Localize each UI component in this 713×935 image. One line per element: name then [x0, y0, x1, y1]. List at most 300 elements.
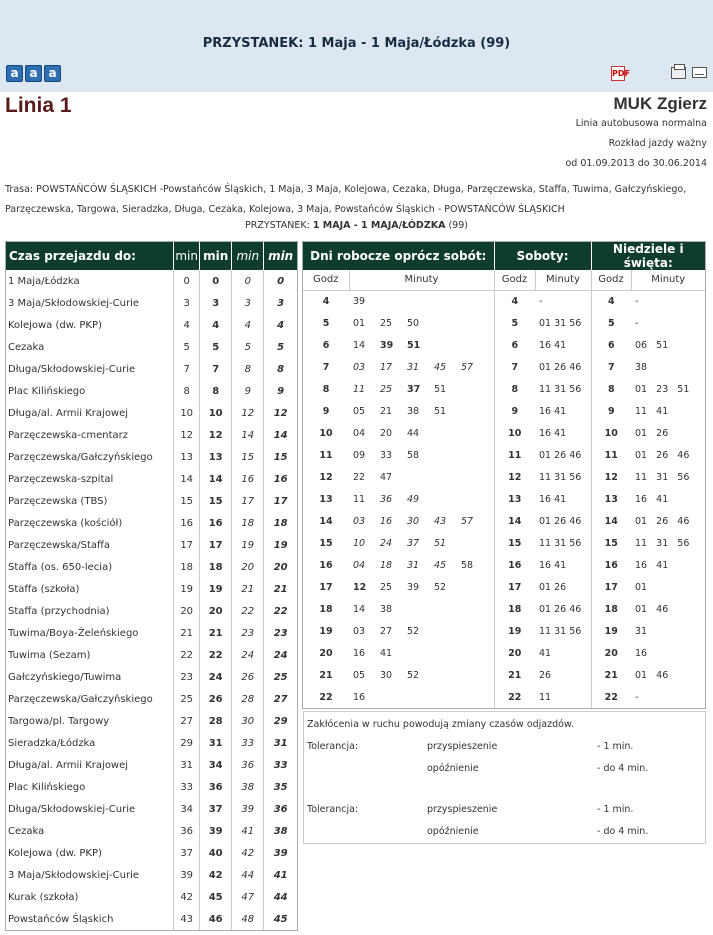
departure-minute: 37	[407, 537, 420, 549]
departure-row	[303, 312, 705, 334]
departure-row	[303, 620, 705, 642]
travel-min-cell: 19	[200, 578, 232, 600]
departure-minute: 25	[380, 383, 393, 395]
print-icon[interactable]	[671, 67, 686, 79]
travel-min-cell: 14	[273, 429, 288, 441]
weekday-minutes	[349, 466, 494, 488]
departure-minute: 11	[353, 383, 366, 395]
timetable-content	[0, 92, 713, 935]
departure-minute: 49	[407, 493, 420, 505]
travel-header-min-3: min	[232, 242, 264, 270]
stop-name-cell[interactable]: Tuwima/Boya-Żeleńskiego	[6, 622, 174, 644]
departure-minute: 04	[353, 427, 366, 439]
sunday-minutes: 01 26 46	[635, 515, 690, 527]
travel-row	[6, 688, 297, 710]
travel-min-cell: 19	[232, 534, 264, 556]
travel-row	[6, 776, 297, 798]
departure-minute: 58	[461, 559, 474, 571]
saturday-hour: 21	[508, 669, 522, 681]
stop-name-cell[interactable]: Długa/Skłodowskiej-Curie	[6, 798, 174, 820]
travel-min-cell: 27	[174, 710, 200, 732]
departure-row	[303, 598, 705, 620]
departure-minute: 03	[353, 625, 366, 637]
sunday-hour: 14	[604, 515, 618, 527]
stop-name-cell[interactable]: Staffa (przychodnia)	[6, 600, 174, 622]
departure-minute: 51	[434, 405, 447, 417]
weekday-minutes	[349, 334, 494, 356]
mail-icon[interactable]	[692, 67, 707, 78]
sunday-hour: 13	[604, 493, 618, 505]
sunday-minutes: -	[635, 317, 639, 329]
departure-minute: 17	[380, 361, 393, 373]
saturday-minutes: 16 41	[535, 488, 591, 510]
travel-min-cell: 28	[200, 710, 232, 732]
stop-name-cell[interactable]: Parzęczewska-cmentarz	[6, 424, 174, 446]
travel-row	[6, 358, 297, 380]
stop-name-cell[interactable]: Parzęczewska-szpital	[6, 468, 174, 490]
departure-minute: 10	[353, 537, 366, 549]
travel-min-cell: 9	[232, 380, 264, 402]
departure-minute: 45	[434, 361, 447, 373]
tolerance-delay: opóźnienie	[427, 763, 479, 774]
travel-min-cell: 19	[273, 539, 288, 551]
weekday-hour: 7	[322, 361, 330, 373]
weekday-minutes	[349, 664, 494, 686]
sunday-minutes: 16 41	[635, 559, 669, 571]
stop-name-cell[interactable]: Parzęczewska (TBS)	[6, 490, 174, 512]
travel-row	[6, 424, 297, 446]
sunday-hour: 17	[604, 581, 618, 593]
departure-minute: 37	[407, 383, 421, 395]
travel-min-cell: 19	[174, 578, 200, 600]
line-title: Linia 1	[5, 94, 72, 117]
stop-name-cell[interactable]: 3 Maja/Skłodowskiej-Curie	[6, 864, 174, 886]
saturday-hour: 8	[511, 383, 519, 395]
saturday-hour: 13	[508, 493, 522, 505]
travel-min-cell: 21	[273, 583, 288, 595]
travel-min-cell: 0	[200, 270, 232, 292]
weekday-hour: 16	[319, 559, 333, 571]
tolerance-label: Tolerancja:	[307, 804, 359, 815]
travel-min-cell: 37	[174, 842, 200, 864]
stop-name-cell[interactable]: Cezaka	[6, 820, 174, 842]
saturday-hour: 7	[511, 361, 519, 373]
departure-minute: 51	[434, 537, 447, 549]
departure-minute: 38	[407, 405, 420, 417]
travel-row	[6, 556, 297, 578]
sunday-hour: 7	[607, 361, 615, 373]
stop-name-cell[interactable]: Parzęczewska (kościół)	[6, 512, 174, 534]
travel-min-cell: 23	[232, 622, 264, 644]
travel-min-cell: 31	[200, 732, 232, 754]
travel-row	[6, 842, 297, 864]
minutes-header: Minuty	[535, 270, 591, 290]
travel-min-cell: 8	[232, 358, 264, 380]
weekday-minutes	[349, 620, 494, 642]
departure-row	[303, 488, 705, 510]
travel-min-cell: 26	[232, 666, 264, 688]
travel-min-cell: 36	[174, 820, 200, 842]
stop-name-cell[interactable]: Długa/al. Armii Krajowej	[6, 754, 174, 776]
travel-min-cell: 31	[273, 737, 288, 749]
travel-min-cell: 34	[174, 798, 200, 820]
weekday-minutes	[349, 422, 494, 444]
travel-min-cell: 7	[200, 358, 232, 380]
stop-name-cell[interactable]: Staffa (szkoła)	[6, 578, 174, 600]
stop-name-cell[interactable]: Cezaka	[6, 336, 174, 358]
departure-minute: 04	[353, 559, 366, 571]
travel-min-cell: 43	[174, 908, 200, 930]
travel-min-cell: 12	[200, 424, 232, 446]
stop-name-cell[interactable]: Kurak (szkoła)	[6, 886, 174, 908]
company-name: MUK Zgierz	[613, 94, 707, 113]
travel-min-cell: 9	[277, 385, 285, 397]
sunday-header: Niedziele i święta:	[612, 242, 684, 270]
hour-header: Godz	[591, 270, 631, 290]
travel-min-cell: 18	[273, 517, 288, 529]
sunday-hour: 21	[604, 669, 618, 681]
travel-min-cell: 15	[273, 451, 288, 463]
travel-min-cell: 13	[200, 446, 232, 468]
travel-min-cell: 38	[232, 776, 264, 798]
travel-min-cell: 20	[232, 556, 264, 578]
weekday-minutes	[349, 290, 494, 312]
travel-min-cell: 31	[174, 754, 200, 776]
weekday-hour: 17	[319, 581, 333, 593]
saturday-hour: 12	[508, 471, 522, 483]
travel-min-cell: 15	[232, 446, 264, 468]
travel-min-cell: 14	[200, 468, 232, 490]
saturday-minutes: 26	[535, 664, 591, 686]
stop-name-cell[interactable]: Tuwima (Sezam)	[6, 644, 174, 666]
travel-min-cell: 24	[273, 649, 288, 661]
weekday-minutes	[349, 378, 494, 400]
travel-min-cell: 44	[273, 891, 288, 903]
weekday-minutes	[349, 576, 494, 598]
sunday-hour: 15	[604, 537, 618, 549]
stop-name-cell[interactable]: Plac Kilińskiego	[6, 776, 174, 798]
departure-minute: 57	[461, 515, 474, 527]
travel-min-cell: 5	[200, 336, 232, 358]
departure-minute: 14	[353, 603, 366, 615]
travel-row	[6, 446, 297, 468]
departure-row	[303, 356, 705, 378]
stop-name-cell[interactable]: Targowa/pl. Targowy	[6, 710, 174, 732]
travel-min-cell: 42	[232, 842, 264, 864]
travel-min-cell: 8	[174, 380, 200, 402]
validity-dates: od 01.09.2013 do 30.06.2014	[565, 158, 707, 169]
saturday-hour: 16	[508, 559, 522, 571]
departure-minute: 33	[380, 449, 393, 461]
travel-row	[6, 578, 297, 600]
travel-min-cell: 45	[200, 886, 232, 908]
departure-minute: 16	[353, 691, 366, 703]
travel-min-cell: 25	[273, 671, 288, 683]
saturday-minutes: 01 26 46	[535, 444, 591, 466]
travel-row	[6, 270, 297, 292]
departure-minute: 44	[407, 427, 420, 439]
sunday-minutes: 01	[635, 581, 648, 593]
sunday-minutes: 31	[635, 625, 648, 637]
departure-minute: 38	[380, 603, 393, 615]
sunday-hour: 5	[607, 317, 615, 329]
stop-name-cell[interactable]: Gałczyńskiego/Tuwima	[6, 666, 174, 688]
travel-min-cell: 3	[200, 292, 232, 314]
stop-name-cell[interactable]: 1 Maja/Łódzka	[6, 270, 174, 292]
sunday-hour: 8	[607, 383, 615, 395]
travel-min-cell: 25	[174, 688, 200, 710]
hour-header: Godz	[494, 270, 535, 290]
travel-min-cell: 17	[200, 534, 232, 556]
saturday-minutes: 01 26 46	[535, 510, 591, 532]
travel-min-cell: 0	[232, 270, 264, 292]
saturday-minutes: 01 26 46	[535, 598, 591, 620]
tolerance-delay-value: - do 4 min.	[597, 763, 649, 774]
sunday-minutes: 16 41	[635, 493, 669, 505]
weekday-hour: 15	[319, 537, 333, 549]
minutes-header: Minuty	[631, 270, 705, 290]
departure-row	[303, 466, 705, 488]
travel-min-cell: 15	[174, 490, 200, 512]
tolerance-acceleration-value: - 1 min.	[597, 741, 634, 752]
tolerance-acceleration: przyspieszenie	[427, 741, 498, 752]
pdf-icon[interactable]: PDF	[611, 66, 625, 81]
departure-minute: 25	[380, 581, 393, 593]
departure-minute: 01	[353, 317, 366, 329]
travel-min-cell: 3	[277, 297, 285, 309]
travel-min-cell: 12	[273, 407, 288, 419]
weekday-hour: 13	[319, 493, 333, 505]
travel-min-cell: 8	[200, 380, 232, 402]
minutes-header: Minuty	[349, 270, 494, 290]
travel-min-cell: 20	[174, 600, 200, 622]
sunday-hour: 12	[604, 471, 618, 483]
travel-min-cell: 17	[174, 534, 200, 556]
saturday-minutes: -	[535, 290, 591, 312]
saturday-header: Soboty:	[494, 242, 591, 270]
departure-row	[303, 444, 705, 466]
travel-min-cell: 29	[273, 715, 288, 727]
travel-min-cell: 14	[174, 468, 200, 490]
travel-min-cell: 5	[277, 341, 285, 353]
weekday-hour: 22	[319, 691, 333, 703]
departure-minute: 03	[353, 515, 366, 527]
sunday-minutes: -	[635, 691, 639, 703]
stop-name: 1 MAJA - 1 MAJA/ŁÓDZKA	[312, 220, 446, 231]
travel-min-cell: 22	[200, 644, 232, 666]
sunday-minutes: 11 31 56	[635, 537, 690, 549]
departure-minute: 57	[461, 361, 474, 373]
departure-minute: 12	[353, 581, 367, 593]
sunday-hour: 22	[604, 691, 618, 703]
travel-min-cell: 0	[277, 275, 285, 287]
travel-min-cell: 33	[232, 732, 264, 754]
departure-minute: 36	[380, 493, 393, 505]
departure-minute: 52	[407, 625, 420, 637]
travel-min-cell: 24	[200, 666, 232, 688]
stop-name-cell[interactable]: Długa/Skłodowskiej-Curie	[6, 358, 174, 380]
travel-row	[6, 402, 297, 424]
sunday-minutes: 01 46	[635, 603, 669, 615]
font-large-button[interactable]: a	[44, 65, 61, 82]
travel-row	[6, 314, 297, 336]
travel-min-cell: 10	[174, 402, 200, 424]
travel-time-table	[5, 241, 298, 931]
departure-minute: 27	[380, 625, 393, 637]
stop-name-cell[interactable]: Powstańców Śląskich	[6, 908, 174, 930]
saturday-hour: 17	[508, 581, 522, 593]
travel-min-cell: 13	[174, 446, 200, 468]
travel-min-cell: 14	[232, 424, 264, 446]
departure-row	[303, 576, 705, 598]
travel-min-cell: 29	[174, 732, 200, 754]
sunday-minutes: 06 51	[635, 339, 669, 351]
departure-minute: 21	[380, 405, 393, 417]
departure-minute: 22	[353, 471, 366, 483]
saturday-hour: 15	[508, 537, 522, 549]
travel-min-cell: 16	[200, 512, 232, 534]
departure-minute: 31	[407, 559, 420, 571]
departure-row	[303, 334, 705, 356]
tolerance-acceleration: przyspieszenie	[427, 804, 498, 815]
travel-min-cell: 4	[200, 314, 232, 336]
sunday-hour: 4	[607, 295, 615, 307]
weekday-hour: 11	[319, 449, 333, 461]
stop-heading	[0, 220, 713, 231]
stop-name-cell[interactable]: Parzęczewska/Gałczyńskiego	[6, 688, 174, 710]
travel-min-cell: 17	[232, 490, 264, 512]
departure-minute: 30	[380, 669, 393, 681]
travel-row	[6, 644, 297, 666]
saturday-hour: 6	[511, 339, 519, 351]
departure-minute: 51	[407, 339, 421, 351]
travel-min-cell: 36	[232, 754, 264, 776]
travel-min-cell: 4	[232, 314, 264, 336]
travel-min-cell: 26	[200, 688, 232, 710]
saturday-hour: 10	[508, 427, 522, 439]
saturday-hour: 11	[508, 449, 522, 461]
departure-row	[303, 554, 705, 576]
saturday-minutes: 01 31 56	[535, 312, 591, 334]
departure-minute: 16	[380, 515, 393, 527]
departure-minute: 14	[353, 339, 366, 351]
travel-min-cell: 21	[174, 622, 200, 644]
weekday-minutes	[349, 642, 494, 664]
weekday-hour: 9	[322, 405, 330, 417]
saturday-minutes: 41	[535, 642, 591, 664]
weekday-hour: 21	[319, 669, 333, 681]
departure-row	[303, 400, 705, 422]
stop-name-cell[interactable]: Kolejowa (dw. PKP)	[6, 842, 174, 864]
travel-min-cell: 7	[174, 358, 200, 380]
hour-header: Godz	[303, 270, 349, 290]
weekday-hour: 8	[322, 383, 330, 395]
weekday-minutes	[349, 312, 494, 334]
tolerance-acceleration-value: - 1 min.	[597, 804, 634, 815]
saturday-minutes: 11	[535, 686, 591, 708]
travel-min-cell: 42	[200, 864, 232, 886]
departure-minute: 43	[434, 515, 447, 527]
travel-header-label: Czas przejazdu do:	[6, 242, 174, 270]
sunday-hour: 10	[604, 427, 618, 439]
travel-min-cell: 42	[174, 886, 200, 908]
departure-minute: 18	[380, 559, 393, 571]
departure-row	[303, 422, 705, 444]
travel-min-cell: 39	[174, 864, 200, 886]
saturday-minutes: 11 31 56	[535, 466, 591, 488]
weekday-minutes	[349, 686, 494, 708]
travel-min-cell: 34	[200, 754, 232, 776]
weekday-hour: 19	[319, 625, 333, 637]
travel-min-cell: 35	[273, 781, 288, 793]
travel-min-cell: 36	[200, 776, 232, 798]
travel-row	[6, 600, 297, 622]
font-small-button[interactable]: a	[6, 65, 23, 82]
departure-minute: 05	[353, 669, 366, 681]
stop-name-cell[interactable]: Staffa (os. 650-lecia)	[6, 556, 174, 578]
stop-name-cell[interactable]: 3 Maja/Skłodowskiej-Curie	[6, 292, 174, 314]
departure-minute: 09	[353, 449, 366, 461]
travel-min-cell: 17	[273, 495, 288, 507]
weekday-hour: 14	[319, 515, 333, 527]
travel-min-cell: 18	[200, 556, 232, 578]
departure-minute: 31	[407, 361, 420, 373]
stop-name-cell[interactable]: Plac Kilińskiego	[6, 380, 174, 402]
stop-name-cell[interactable]: Parzęczewska/Staffa	[6, 534, 174, 556]
departure-minute: 45	[434, 559, 447, 571]
sunday-hour: 6	[607, 339, 615, 351]
departure-minute: 39	[353, 295, 366, 307]
weekday-hour: 10	[319, 427, 333, 439]
saturday-minutes: 11 31 56	[535, 532, 591, 554]
stop-name-cell[interactable]: Parzęczewska/Gałczyńskiego	[6, 446, 174, 468]
travel-min-cell: 33	[174, 776, 200, 798]
departure-minute: 58	[407, 449, 420, 461]
sunday-minutes: 01 26	[635, 427, 669, 439]
travel-min-cell: 33	[273, 759, 288, 771]
travel-row	[6, 490, 297, 512]
sunday-minutes: 01 46	[635, 669, 669, 681]
saturday-hour: 14	[508, 515, 522, 527]
font-medium-button[interactable]: a	[25, 65, 42, 82]
saturday-hour: 5	[511, 317, 519, 329]
departure-minute: 51	[434, 383, 447, 395]
sunday-minutes: -	[635, 295, 639, 307]
travel-min-cell: 12	[174, 424, 200, 446]
departure-minute: 03	[353, 361, 366, 373]
travel-min-cell: 4	[174, 314, 200, 336]
stop-name-cell[interactable]: Sieradzka/Łódzka	[6, 732, 174, 754]
travel-min-cell: 48	[232, 908, 264, 930]
saturday-hour: 9	[511, 405, 519, 417]
departure-minute: 11	[353, 493, 366, 505]
weekday-minutes	[349, 356, 494, 378]
travel-min-cell: 0	[174, 270, 200, 292]
travel-header-min-2: min	[200, 242, 232, 270]
line-type: Linia autobusowa normalna	[575, 118, 707, 129]
travel-min-cell: 24	[232, 644, 264, 666]
stop-name-cell[interactable]: Kolejowa (dw. PKP)	[6, 314, 174, 336]
travel-min-cell: 36	[273, 803, 288, 815]
sunday-hour: 19	[604, 625, 618, 637]
travel-min-cell: 18	[232, 512, 264, 534]
travel-min-cell: 30	[232, 710, 264, 732]
stop-name-cell[interactable]: Długa/al. Armii Krajowej	[6, 402, 174, 424]
stop-number: (99)	[445, 220, 468, 231]
travel-row	[6, 710, 297, 732]
travel-min-cell: 16	[174, 512, 200, 534]
stop-prefix: PRZYSTANEK:	[245, 220, 313, 231]
